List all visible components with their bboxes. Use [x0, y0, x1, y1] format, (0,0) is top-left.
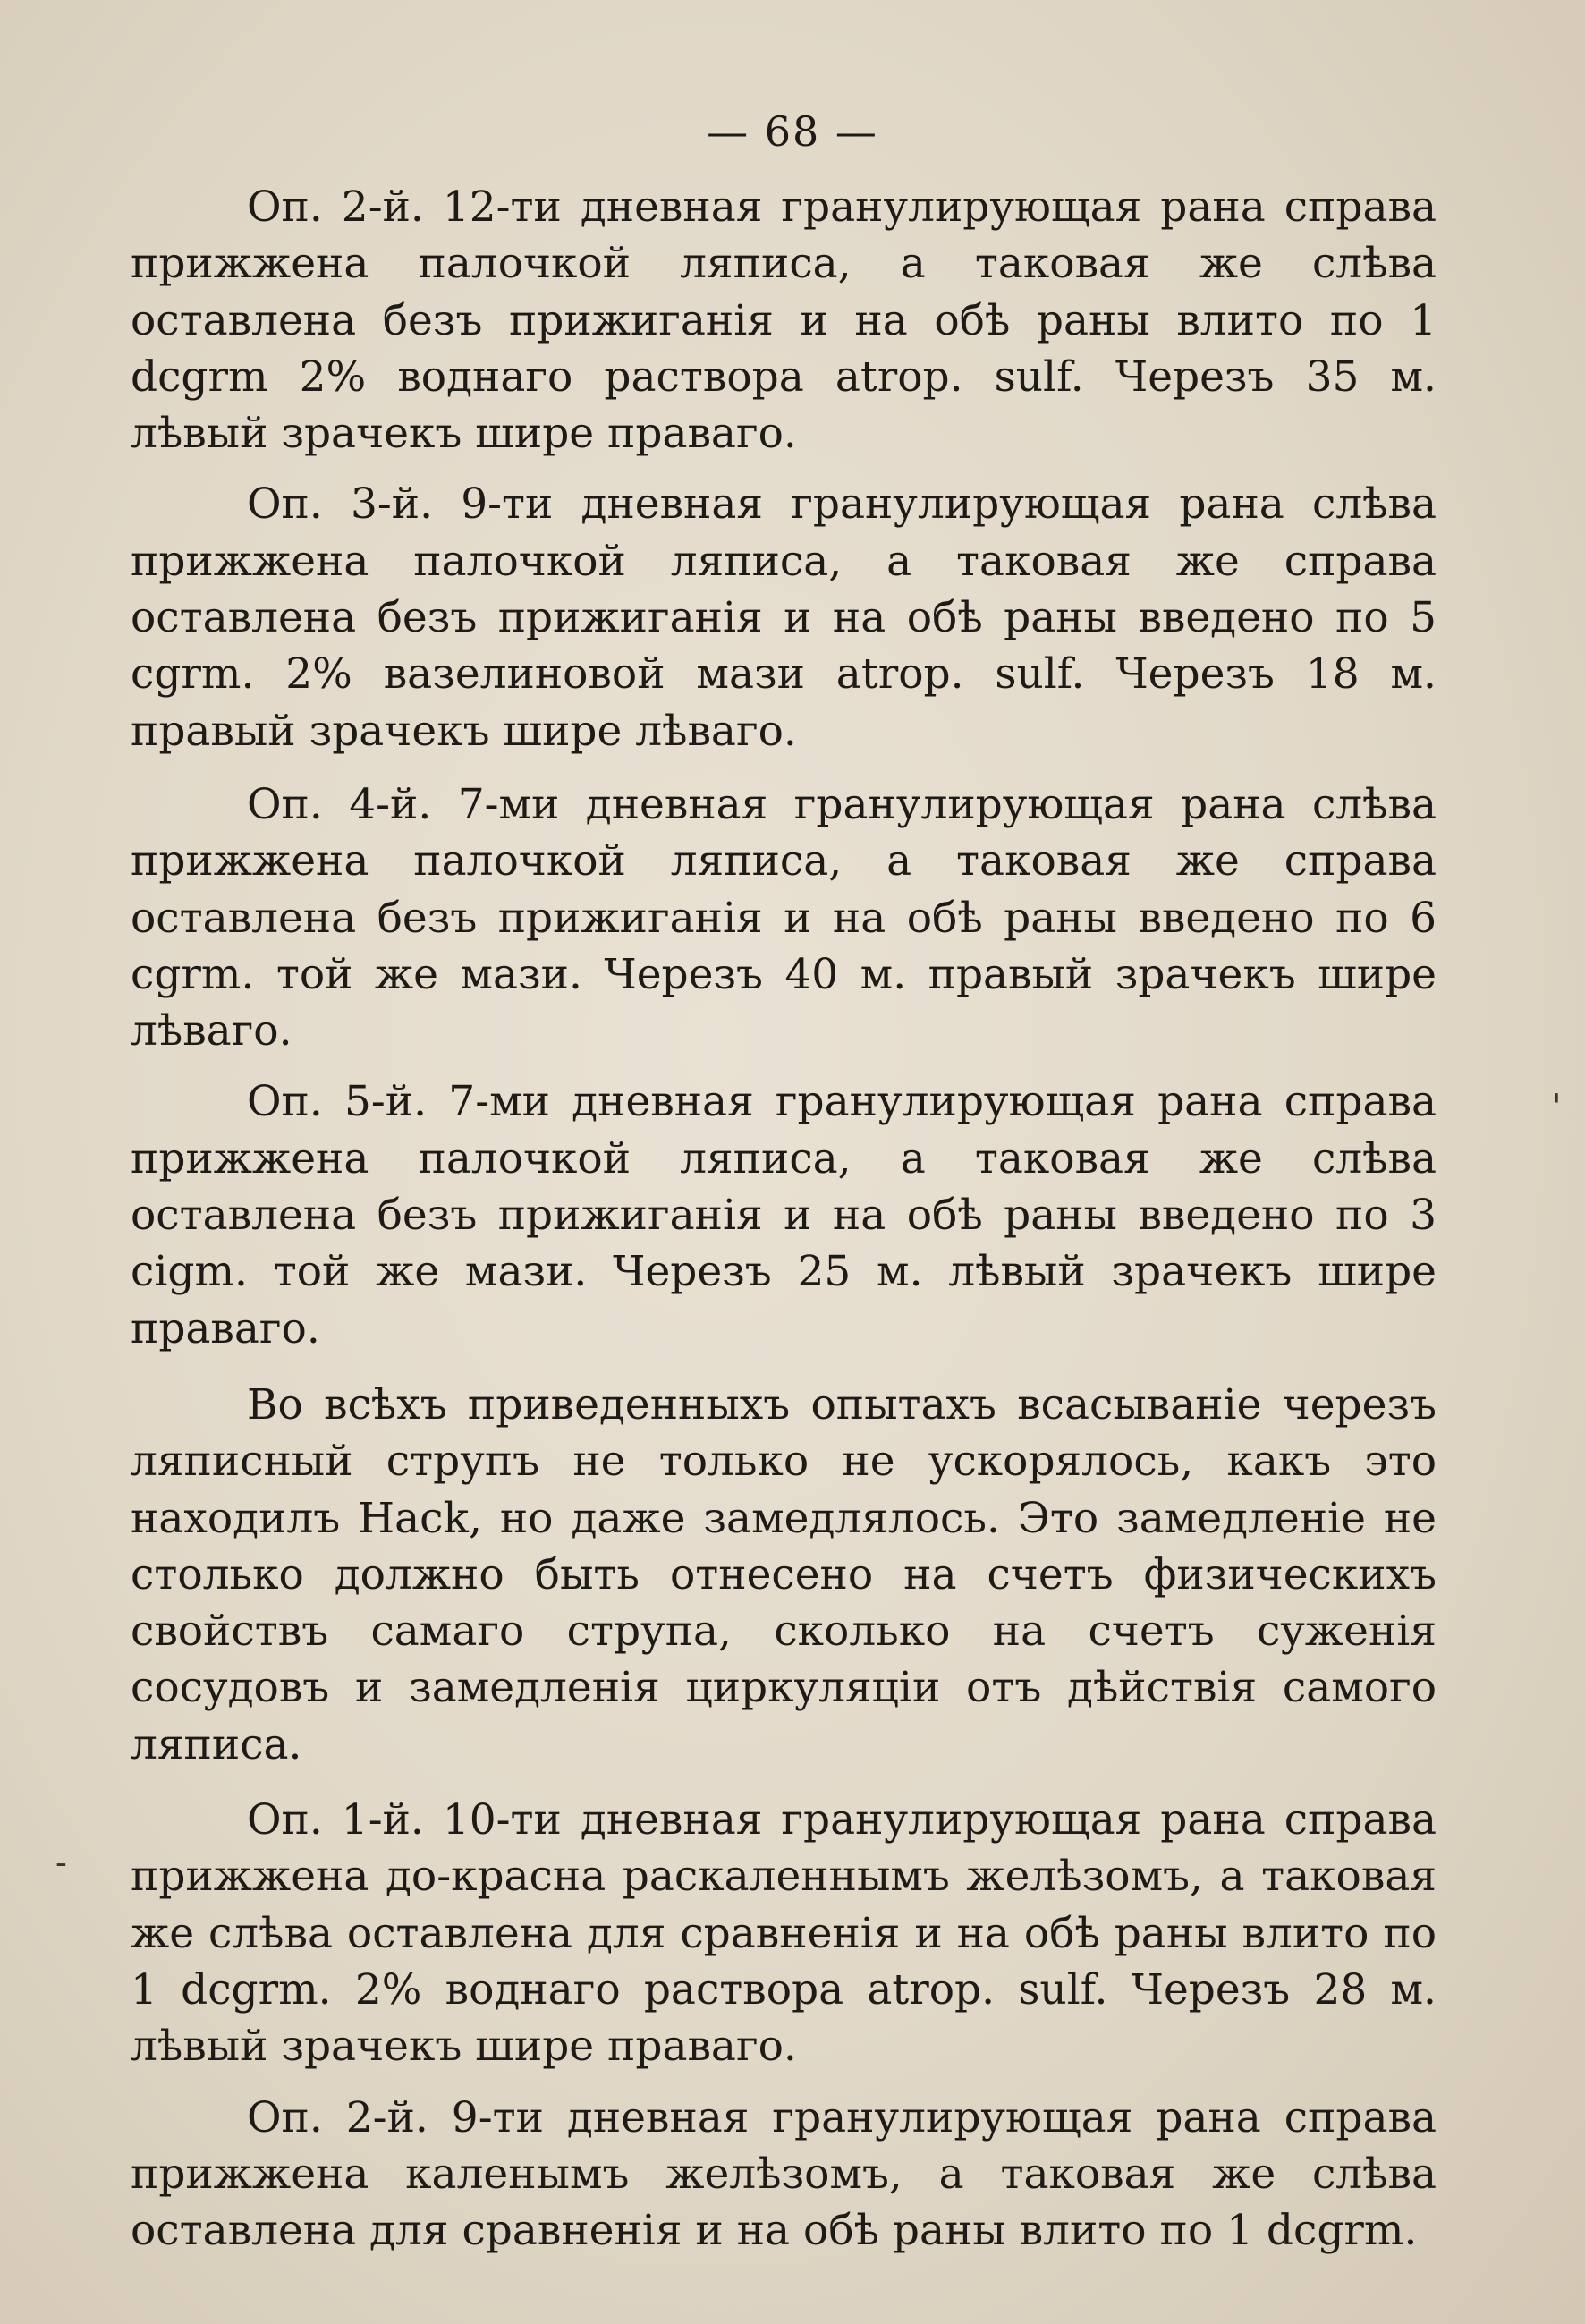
page-number: — 68 — [707, 107, 878, 156]
margin-mark-left: - [55, 1843, 67, 1882]
paragraph-experiment-2-hot-iron: Оп. 2-й. 9-ти дневная гранулирующая рана справа прижжена каленымъ желѣзомъ, а таковая же слѣва оставлена для сравненія и на обѣ раны влито по 1 dcgrm. [131, 2092, 1437, 2256]
paragraph-experiment-4-silver-nitrate: Оп. 4-й. 7-ми дневная гранулирующая рана слѣва прижжена палочкой ляписа, а таковая же справа оставлена безъ прижиганія и на обѣ раны введено по 6 cgrm. той же мази. Черезъ 40 м. правый зрачекъ шире лѣваго. [131, 779, 1437, 1056]
paragraph-experiment-5-silver-nitrate: Оп. 5-й. 7-ми дневная гранулирующая рана справа прижжена палочкой ляписа, а таковая же слѣва оставлена безъ прижиганія и на обѣ раны введено по 3 cigm. той же мази. Черезъ 25 м. лѣвый зрачекъ шире праваго. [131, 1077, 1437, 1353]
paragraph-experiment-1-hot-iron: Оп. 1-й. 10-ти дневная гранулирующая рана справа прижжена до-красна раскаленнымъ желѣзомъ, а таковая же слѣва оставлена для сравненія и на обѣ раны влито по 1 dcgrm. 2% воднаго раствора atrop. sulf. Черезъ 28 м. лѣвый зрачекъ шире праваго. [131, 1795, 1437, 2072]
paragraph-conclusion: Во всѣхъ приведенныхъ опытахъ всасываніе черезъ ляписный струпъ не только не ускорялось, какъ это находилъ Hack, но даже замедлялось. Это замедленіе не столько должно быть отнесено на счетъ физическихъ свойствъ самаго струпа, сколько на счетъ суженія сосудовъ и замедленія циркуляціи отъ дѣйствія самого ляписа. [131, 1379, 1437, 1769]
margin-mark-right: ' [1552, 1087, 1562, 1126]
body-text [131, 179, 1437, 2273]
paragraph-experiment-3-silver-nitrate: Оп. 3-й. 9-ти дневная гранулирующая рана слѣва прижжена палочкой ляписа, а таковая же справа оставлена безъ прижиганія и на обѣ раны введено по 5 cgrm. 2% вазелиновой мази atrop. sulf. Черезъ 18 м. правый зрачекъ шире лѣваго. [131, 479, 1437, 756]
paragraph-experiment-2-silver-nitrate: Оп. 2-й. 12-ти дневная гранулирующая рана справа прижжена палочкой ляписа, а таковая же слѣва оставлена безъ прижиганія и на обѣ раны влито по 1 dcgrm 2% воднаго раствора atrop. sulf. Черезъ 35 м. лѣвый зрачекъ шире праваго. [131, 182, 1437, 459]
